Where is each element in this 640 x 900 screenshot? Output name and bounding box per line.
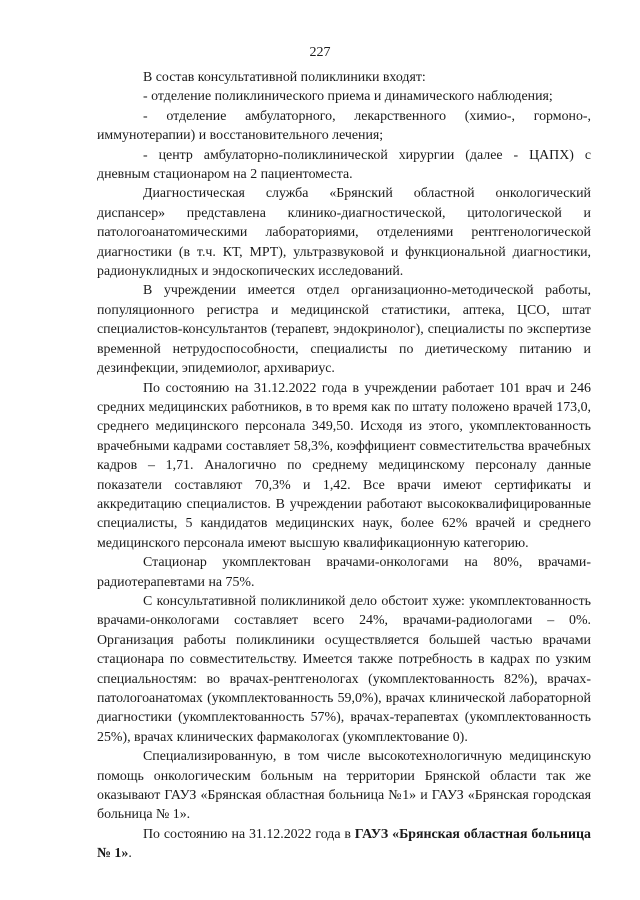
paragraph: В состав консультативной поликлиники входят: [143, 70, 426, 85]
paragraph: По состоянию на 31.12.2022 года в учреждении работает 101 врач и 246 средних медицинских работников, в то время как по штату положено врачей 173,0, среднего медицинского персонала 349,50. Исходя из этого, укомплектованность врачебными кадрами составляет 58,3%, коэффициент совместительства врачебных кадров – 1,71. Аналогично по среднему медицинскому персоналу данные показатели составляют 70,3% и 1,42. Все врачи имеют сертификаты и аккредитацию специалистов. В учреждении работают высококвалифицированные специалисты, 5 кандидатов медицинских наук, более 62% врачей и среднего медицинского персонала имеют высшую квалификационную категорию. [97, 380, 591, 551]
list-item: - отделение амбулаторного, лекарственного (химио-, гормоно-, иммунотерапии) и восстановительного лечения; [97, 108, 591, 144]
list-item: - центр амбулаторно-поликлинической хирургии (далее - ЦАПХ) с дневным стационаром на 2 пациентоместа. [97, 147, 591, 183]
paragraph-final-suffix: . [128, 846, 132, 862]
list-item: - отделение поликлинического приема и динамического наблюдения; [143, 89, 553, 105]
paragraph-final [97, 825, 591, 864]
page-number: 227 [309, 45, 331, 60]
paragraph: Специализированную, в том числе высокотехнологичную медицинскую помощь онкологическим больным на территории Брянской области так же оказывают ГАУЗ «Брянская областная больница №1» и ГАУЗ «Брянская городская больница № 1». [97, 749, 591, 823]
paragraph-final-bold: ГАУЗ «Брянская областная больница № 1» [97, 826, 591, 862]
paragraph: Стационар укомплектован врачами-онкологами на 80%, врачами-радиотерапевтами на 75%. [97, 555, 591, 590]
document-body [97, 68, 591, 864]
paragraph: С консультативной поликлиникой дело обстоит хуже: укомплектованность врачами-онкологами составляет всего 24%, врачами-радиологами – 0%. Организация работы поликлиники осуществляется большей частью врачами стационара по совместительству. Имеется также потребность в кадрах по узким специальностям: во врачах-рентгенологах (укомплектованность 82%), врачах-патологоанатомах (укомплектованность 59,0%), врачах клинической лабораторной диагностики (укомплектованность 57%), врачах-терапевтах (укомплектованность 25%), врачах клинических фармакологах (укомплектование 0). [97, 593, 591, 745]
paragraph-final-prefix: По состоянию на 31.12.2022 года в [143, 826, 355, 842]
paragraph: В учреждении имеется отдел организационно-методической работы, популяционного регистра и медицинской статистики, аптека, ЦСО, штат специалистов-консультантов (терапевт, эндокринолог), специалисты по экспертизе временной нетрудоспособности, специалисты по диетическому питанию и дезинфекции, эпидемиолог, архивариус. [97, 283, 591, 377]
paragraph: Диагностическая служба «Брянский областной онкологический диспансер» представлена клинико-диагностической, цитологической и патологоанатомическими лабораториями, отделениями рентгенологической диагностики (в т.ч. КТ, МРТ), ультразвуковой и функциональной диагностики, радионуклидных и эндоскопических исследований. [97, 186, 591, 280]
